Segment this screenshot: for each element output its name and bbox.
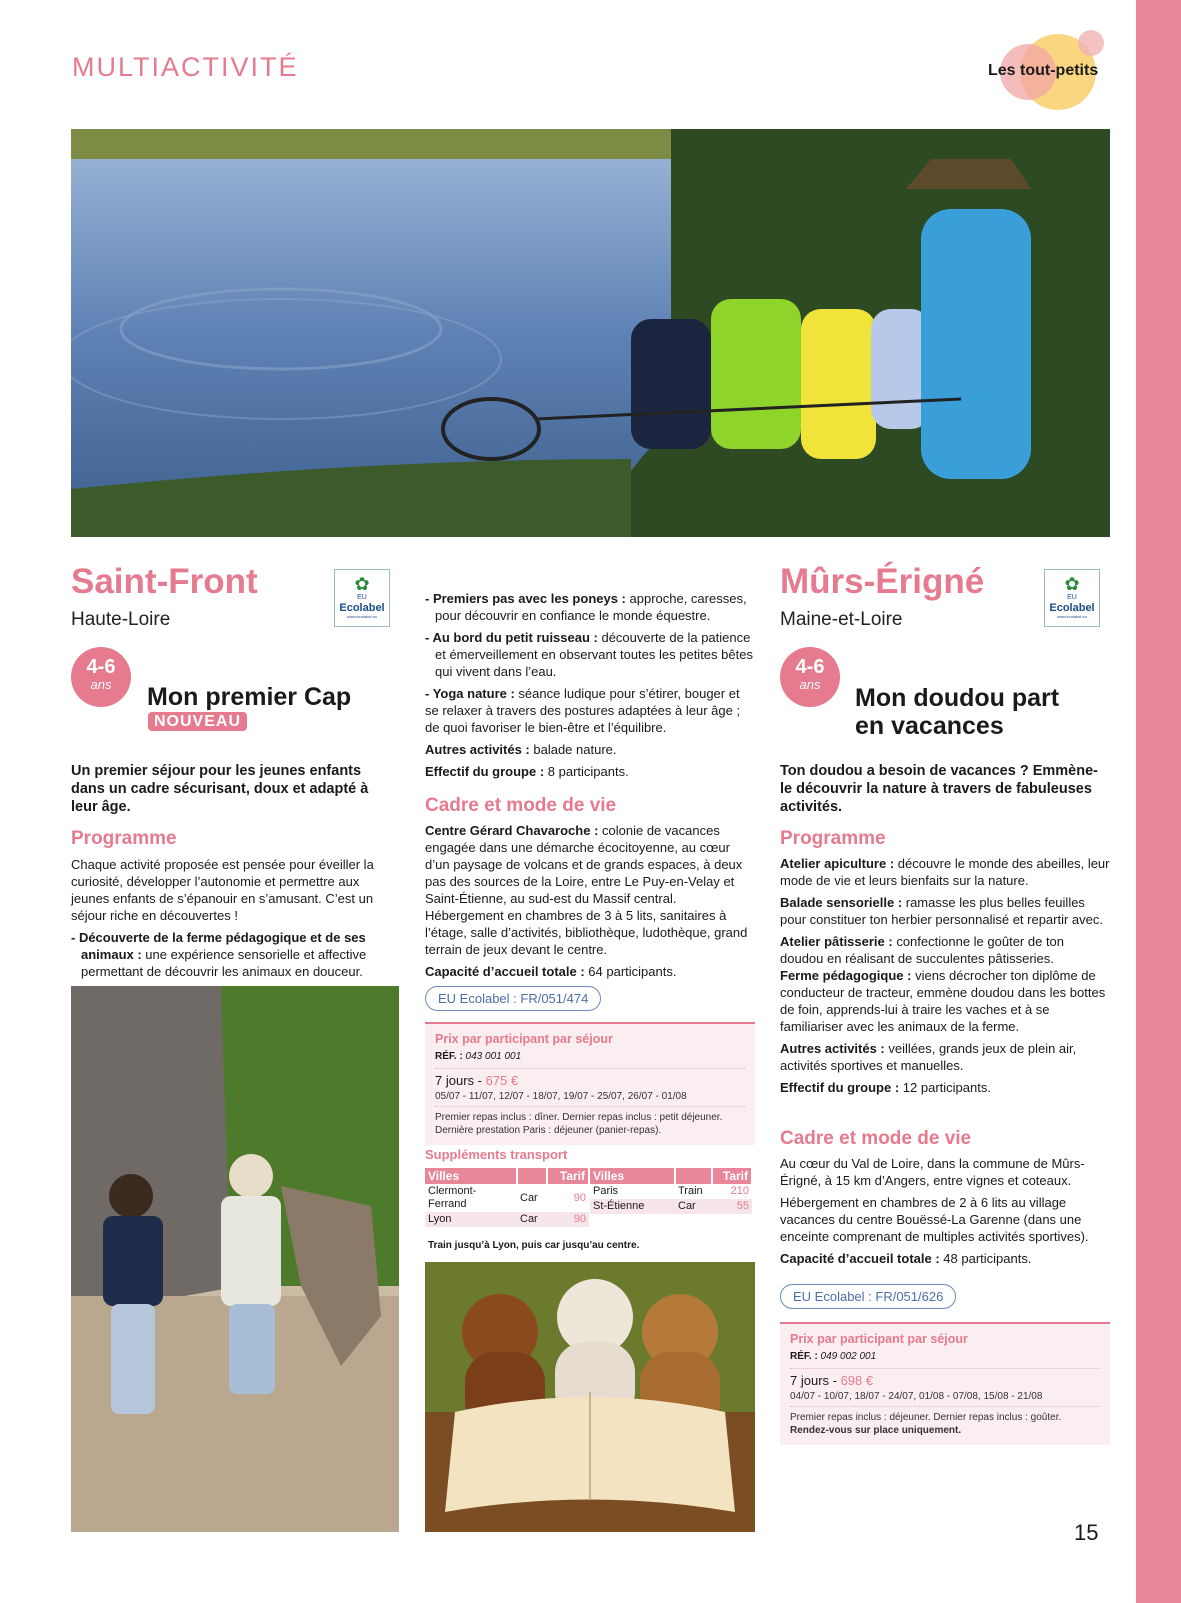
middle-ecolabel-pill: EU Ecolabel : FR/051/474 (425, 986, 601, 1011)
left-new-wrap (148, 713, 247, 731)
left-region: Haute-Loire (71, 609, 171, 630)
right-intro: Ton doudou a besoin de vacances ? Emmène-le découvrir la nature à travers de fabuleuses activités. (780, 763, 1098, 815)
transport-note: Train jusqu’à Lyon, puis car jusqu’au centre. (428, 1240, 640, 1251)
middle-cadre-body: Centre Gérard Chavaroche : colonie de vacances engagée dans une démarche écocitoyenne, au cœur d’un paysage de volcans et de grands espaces, à deux pas des sources de la Loire, entre Le Puy-en-Velay et Saint-Étienne, au sud-est du Massif central. Hébergement en chambres de 3 à 5 lits, sanitaires à l’étage, salle d’activités, bibliothèque, ludothèque, grand terrain de jeux devant le centre. Capacité d’accueil totale : 64 participants. (425, 823, 748, 979)
category-badge (960, 30, 1130, 110)
ecolabel-flower-icon: ✿ (1064, 574, 1080, 594)
right-stay-title: Mon doudou part en vacances (855, 684, 1060, 740)
transport-heading: Suppléments transport (425, 1147, 568, 1162)
right-programme-heading: Programme (780, 828, 886, 849)
right-price-box: Prix par participant par séjour RÉF. : 049 002 001 7 jours - 698 € 04/07 - 10/07, 18/07 - 24/07, 01/08 - 07/08, 15/08 - 21/08 Premier repas inclus : déjeuner. Dernier repas inclus : goûter. Rendez-vous sur place uniquement. (780, 1322, 1110, 1445)
middle-price-box: Prix par participant par séjour RÉF. : 043 001 001 7 jours - 675 € 05/07 - 11/07, 12/07 - 18/07, 19/07 - 25/07, 26/07 - 01/08 Premier repas inclus : dîner. Dernier repas inclus : petit déjeuner. Dernière prestation Paris : déjeuner (panier-repas). (425, 1022, 755, 1145)
left-ecolabel-logo: ✿ EU Ecolabel www.ecolabel.eu (334, 569, 390, 627)
left-programme-heading: Programme (71, 828, 177, 849)
table-row: Paris Train 210 (593, 1185, 749, 1197)
page-edge-band (1136, 0, 1181, 1603)
right-cadre-body: Au cœur du Val de Loire, dans la commune de Mûrs-Érigné, à 15 km d’Angers, entre vignes et coteaux. Hébergement en chambres de 2 à 6 lits au village vacances du centre Bouëssé-La Garenne (dans une enceinte comprenant de multiples activités sportives). Capacité d’accueil totale : 48 participants. (780, 1156, 1089, 1266)
photo-kids-donkey (71, 986, 399, 1532)
left-stay-title: Mon premier Cap (147, 683, 352, 711)
hero-photo-lake (71, 129, 1110, 537)
right-age-badge: 4-6 ans (780, 647, 840, 707)
table-row: St-Étienne Car 55 (590, 1199, 752, 1214)
right-region: Maine-et-Loire (780, 609, 903, 630)
right-place-title: Mûrs-Érigné (780, 562, 985, 601)
photo-teddy-bears-book (425, 1262, 755, 1532)
middle-cadre-heading: Cadre et mode de vie (425, 795, 617, 816)
new-badge: NOUVEAU (148, 712, 247, 731)
right-cadre-heading: Cadre et mode de vie (780, 1128, 972, 1149)
transport-table-right: Villes Tarif Paris Train 210 St-Étienne Car 55 (590, 1168, 753, 1214)
left-place-title: Saint-Front (71, 562, 258, 601)
category-badge-label: Les tout-petits (988, 62, 1099, 79)
left-age-badge: 4-6 ans (71, 647, 131, 707)
right-ecolabel-pill: EU Ecolabel : FR/051/626 (780, 1284, 956, 1309)
left-intro: Un premier séjour pour les jeunes enfants dans un cadre sécurisant, doux et adapté à leur âge. (71, 763, 369, 815)
ecolabel-flower-icon: ✿ (354, 574, 370, 594)
right-ecolabel-logo: ✿ EU Ecolabel www.ecolabel.eu (1044, 569, 1100, 627)
table-row: Clermont-Ferrand Car 90 (428, 1185, 586, 1210)
section-title: MULTIACTIVITÉ (72, 52, 299, 82)
right-programme-body: Atelier apiculture : découvre le monde des abeilles, leur mode de vie et leurs bienfaits sur la nature. Balade sensorielle : ramasse les plus belles feuilles pour constituer ton herbier personnalisé et repartir avec. Atelier pâtisserie : confectionne le goûter de ton doudou en réalisant de succulentes pâtisseries. Ferme pédagogique : viens décrocher ton diplôme de conducteur de tracteur, emmène doudou dans les bottes de foin, apprends-lui à traire les vaches et à se familiariser avec les animaux de la ferme. Autres activités : veillées, grands jeux de plein air, activités sportives et manuelles. Effectif du groupe : 12 participants. (780, 856, 1110, 1095)
transport-table-left: Villes Tarif Clermont-Ferrand Car 90 Lyon Car 90 (425, 1168, 590, 1227)
page-number: 15 (1074, 1520, 1099, 1545)
table-row: Lyon Car 90 (425, 1212, 589, 1227)
left-programme-body: Chaque activité proposée est pensée pour éveiller la curiosité, développer l’autonomie et permettre aux jeunes enfants de s’épanouir en s’amusant. C’est un séjour riche en découvertes ! - Découverte de la ferme pédagogique et de ses animaux : une expérience sensorielle et affective permettant de découvrir les animaux en douceur. (71, 857, 374, 979)
transport-tables (425, 1168, 755, 1227)
middle-programme-body: - Premiers pas avec les poneys : approche, caresses, pour découvrir en confiance le monde équestre. - Au bord du petit ruisseau : découverte de la patience et émerveillement en observant toutes les petites bêtes qui vivent dans l’eau. - Yoga nature : séance ludique pour s’étirer, bouger et se relaxer à travers des postures adaptées à leur âge ; de quoi favoriser le bien-être et l’équilibre. Autres activités : balade nature. Effectif du groupe : 8 participants. (425, 591, 753, 779)
